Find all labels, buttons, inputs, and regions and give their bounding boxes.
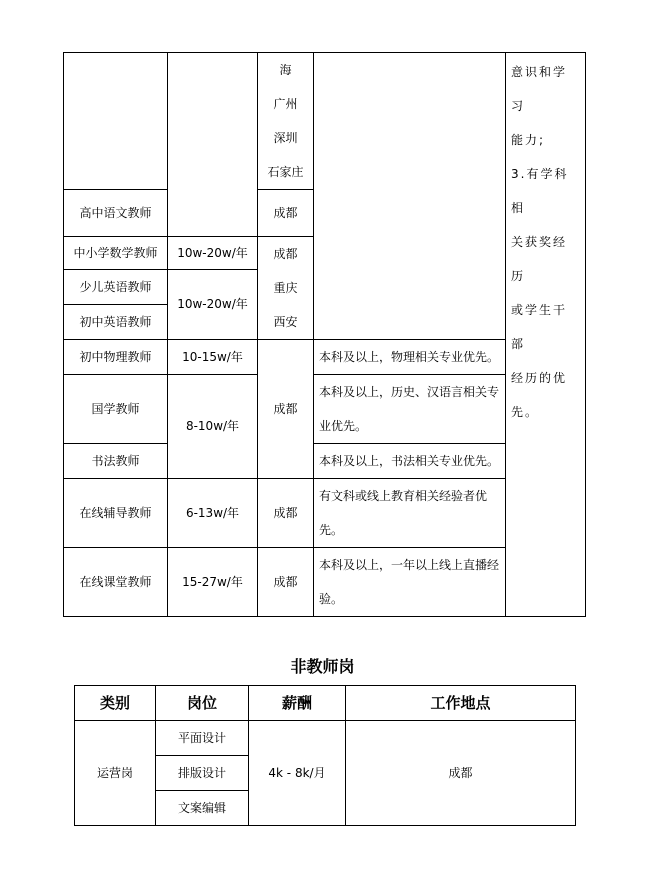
empty-salary-cell	[168, 53, 258, 237]
group-city-cell	[258, 237, 314, 340]
requirement-cell: 本科及以上，历史、汉语言相关专业优先。	[314, 375, 506, 444]
empty-title-cell	[64, 53, 168, 190]
position-title: 书法教师	[64, 444, 168, 479]
city-text: 广州	[273, 97, 298, 111]
position-title: 高中语文教师	[64, 190, 168, 237]
location-cell: 成都	[346, 721, 576, 826]
position-title: 少儿英语教师	[64, 270, 168, 305]
city-text: 成都	[273, 247, 298, 261]
requirement-cell: 有文科或线上教育相关经验者优先。	[314, 479, 506, 548]
position-cell: 文案编辑	[156, 791, 249, 826]
position-title: 中小学数学教师	[64, 237, 168, 270]
salary-cell: 10w-20w/年	[168, 237, 258, 270]
salary-cell: 15-27w/年	[168, 548, 258, 617]
note-line: 关获奖经历	[511, 235, 568, 283]
top-city-cell	[258, 53, 314, 190]
note-line: 能力;	[511, 133, 546, 147]
city-text: 西安	[273, 315, 298, 329]
city-text: 石家庄	[267, 165, 304, 179]
requirement-cell: 本科及以上，书法相关专业优先。	[314, 444, 506, 479]
city-cell: 成都	[258, 548, 314, 617]
position-title: 在线辅导教师	[64, 479, 168, 548]
note-line: 经历的优先。	[511, 371, 568, 419]
city-cell: 成都	[258, 340, 314, 479]
requirement-cell: 本科及以上，一年以上线上直播经验。	[314, 548, 506, 617]
section-title: 非教师岗	[290, 657, 355, 676]
header-category: 类别	[75, 686, 156, 721]
city-text: 海	[279, 63, 292, 77]
header-position: 岗位	[156, 686, 249, 721]
teacher-positions-table	[63, 52, 586, 617]
extra-requirements-cell	[506, 53, 586, 617]
position-title: 在线课堂教师	[64, 548, 168, 617]
city-text: 重庆	[273, 281, 298, 295]
position-title: 国学教师	[64, 375, 168, 444]
salary-cell: 10-15w/年	[168, 340, 258, 375]
position-title: 初中物理教师	[64, 340, 168, 375]
note-line: 或学生干部	[511, 303, 568, 351]
note-line: 3.有学科相	[511, 167, 569, 215]
position-title: 初中英语教师	[64, 305, 168, 340]
non-teacher-positions-table	[74, 685, 576, 826]
salary-cell: 8-10w/年	[168, 375, 258, 479]
header-salary: 薪酬	[249, 686, 346, 721]
category-cell: 运营岗	[75, 721, 156, 826]
salary-cell: 6-13w/年	[168, 479, 258, 548]
city-cell: 成都	[258, 190, 314, 237]
note-line: 意识和学习	[511, 65, 568, 113]
requirement-cell: 本科及以上，物理相关专业优先。	[314, 340, 506, 375]
empty-requirement-cell	[314, 53, 506, 340]
header-location: 工作地点	[346, 686, 576, 721]
position-cell: 平面设计	[156, 721, 249, 756]
city-cell: 成都	[258, 479, 314, 548]
city-text: 深圳	[273, 131, 298, 145]
salary-cell: 4k - 8k/月	[249, 721, 346, 826]
position-cell: 排版设计	[156, 756, 249, 791]
salary-cell: 10w-20w/年	[168, 270, 258, 340]
